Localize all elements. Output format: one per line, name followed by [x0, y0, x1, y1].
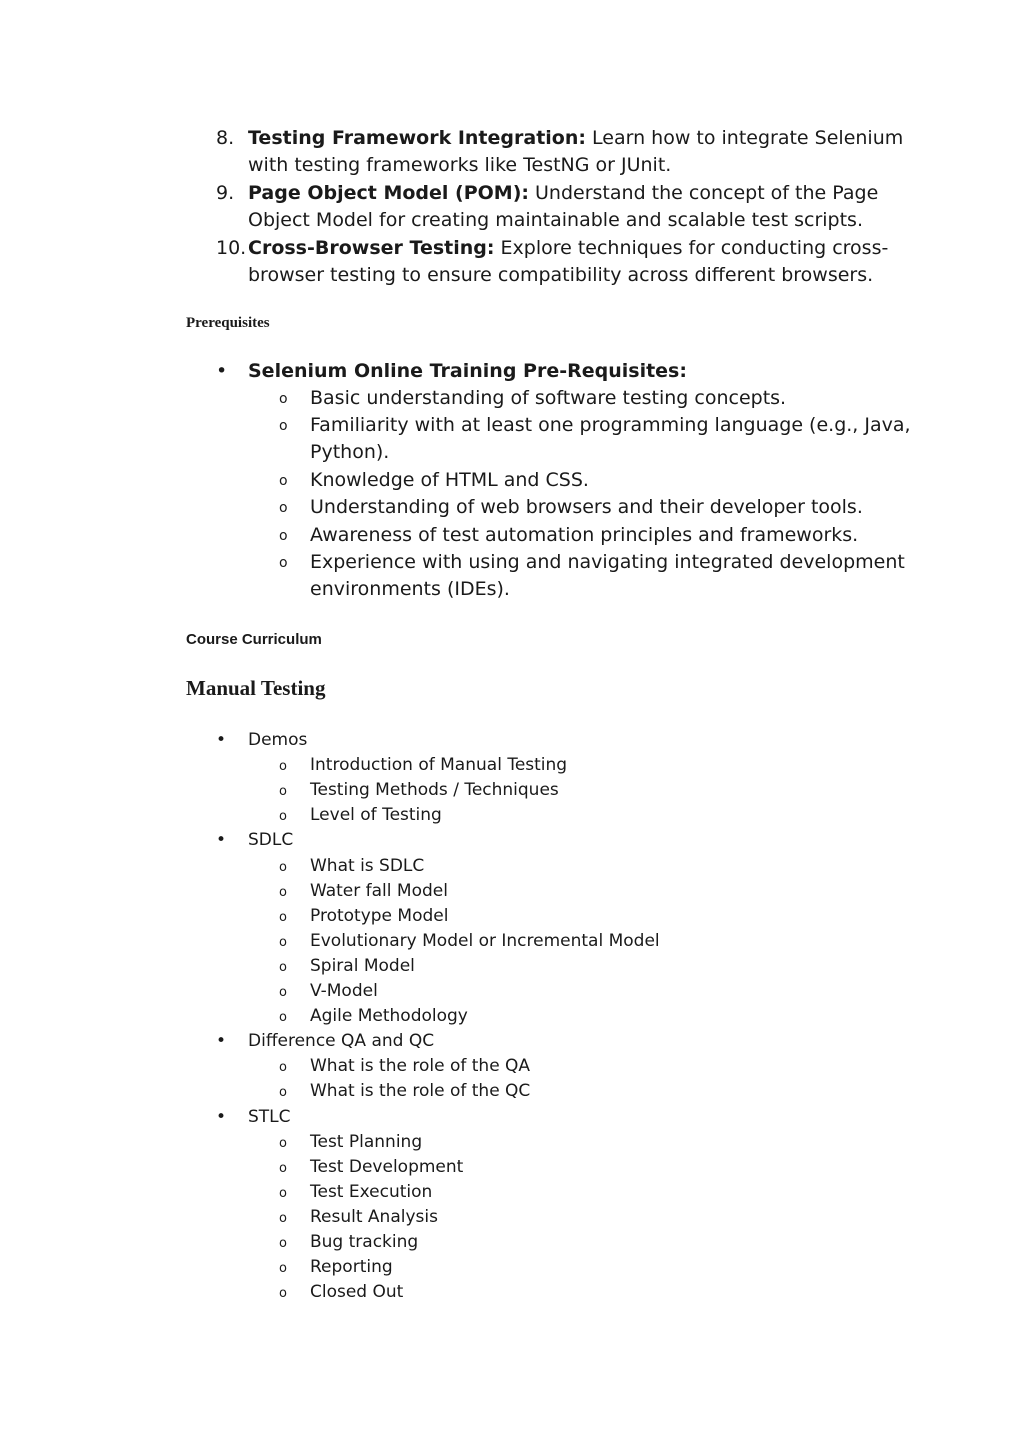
sub-bullet-symbol: o	[279, 473, 288, 489]
sub-bullet-symbol: o	[279, 1261, 287, 1277]
prerequisite-line: Basic understanding of software testing concepts.	[310, 387, 787, 409]
prerequisite-line: Awareness of test automation principles and frameworks.	[310, 524, 859, 546]
sub-bullet-symbol: o	[279, 500, 288, 516]
item-line-2: browser testing to ensure compatibility across different browsers.	[248, 264, 874, 286]
item-description: Understand the concept of the Page	[528, 182, 879, 204]
item-line-1	[248, 235, 888, 262]
item-line-1	[248, 125, 904, 152]
item-line-2: with testing frameworks like TestNG or JUnit.	[248, 154, 672, 176]
sub-bullet-symbol: o	[279, 1135, 287, 1151]
curriculum-topic: V-Model	[310, 981, 378, 1001]
sub-bullet-symbol: o	[279, 555, 288, 571]
sub-bullet-symbol: o	[279, 809, 287, 825]
sub-bullet-symbol: o	[279, 784, 287, 800]
curriculum-topic: What is the role of the QC	[310, 1081, 531, 1102]
sub-bullet-symbol: o	[279, 859, 287, 875]
curriculum-topic: Spiral Model	[310, 955, 415, 976]
item-line-1	[248, 180, 888, 207]
sub-bullet-symbol: o	[279, 1185, 287, 1201]
item-title: Page Object Model (POM):	[248, 182, 529, 204]
sub-bullet-symbol: o	[279, 528, 288, 544]
curriculum-topic: Introduction of Manual Testing	[310, 755, 568, 776]
curriculum-topic: Test Planning	[310, 1131, 423, 1152]
item-description: Learn how to integrate Selenium	[585, 127, 904, 149]
prerequisite-line: Knowledge of HTML and CSS.	[310, 469, 589, 491]
prerequisite-line: environments (IDEs).	[310, 578, 510, 600]
sub-bullet-symbol: o	[279, 1160, 287, 1176]
curriculum-group-label: Difference QA and QC	[248, 1031, 435, 1052]
sub-bullet-symbol: o	[279, 1210, 287, 1226]
bullet-symbol: •	[216, 830, 227, 851]
sub-bullet-symbol: o	[279, 934, 287, 950]
curriculum-topic: Water fall Model	[310, 880, 448, 901]
prerequisite-line: Experience with using and navigating integrated development	[310, 551, 905, 573]
curriculum-topic: Prototype Model	[310, 905, 449, 926]
item-title: Cross-Browser Testing:	[248, 237, 495, 259]
sub-bullet-symbol: o	[279, 1085, 287, 1101]
curriculum-topic: What is the role of the QA	[310, 1056, 531, 1077]
sub-bullet-symbol: o	[279, 959, 287, 975]
curriculum-topic: Level of Testing	[310, 805, 442, 826]
curriculum-group-label: Demos	[248, 730, 308, 750]
bullet-symbol: •	[216, 1106, 227, 1127]
sub-bullet-symbol: o	[279, 1010, 287, 1026]
manual-testing-heading: Manual Testing	[186, 676, 326, 700]
curriculum-topic: What is SDLC	[310, 855, 425, 876]
curriculum-topic: Agile Methodology	[310, 1006, 468, 1027]
sub-bullet-symbol: o	[279, 391, 288, 407]
prerequisite-line: Understanding of web browsers and their developer tools.	[310, 496, 863, 518]
bullet-symbol: •	[216, 730, 227, 750]
item-number: 9.	[216, 182, 235, 204]
curriculum-topic: Reporting	[310, 1257, 393, 1278]
curriculum-group-label: STLC	[248, 1106, 291, 1127]
curriculum-topic: Evolutionary Model or Incremental Model	[310, 930, 660, 951]
curriculum-topic: Test Development	[310, 1156, 464, 1177]
sub-bullet-symbol: o	[279, 1286, 287, 1302]
curriculum-topic: Testing Methods / Techniques	[310, 780, 559, 801]
bullet-symbol: •	[216, 360, 228, 382]
curriculum-topic: Result Analysis	[310, 1206, 438, 1227]
item-number: 10.	[216, 237, 247, 259]
prerequisite-line: Familiarity with at least one programming language (e.g., Java,	[310, 414, 911, 436]
item-line-2: Object Model for creating maintainable and scalable test scripts.	[248, 209, 863, 231]
item-title: Testing Framework Integration:	[248, 127, 586, 149]
curriculum-topic: Test Execution	[310, 1181, 433, 1202]
sub-bullet-symbol: o	[279, 884, 287, 900]
bullet-symbol: •	[216, 1031, 227, 1052]
curriculum-topic: Closed Out	[310, 1282, 404, 1303]
prerequisites-heading: Prerequisites	[186, 315, 270, 331]
sub-bullet-symbol: o	[279, 985, 287, 1000]
prerequisite-line: Python).	[310, 441, 390, 463]
sub-bullet-symbol: o	[279, 909, 287, 925]
curriculum-group-label: SDLC	[248, 830, 294, 851]
sub-bullet-symbol: o	[279, 1060, 287, 1076]
curriculum-heading: Course Curriculum	[186, 631, 322, 648]
curriculum-topic: Bug tracking	[310, 1232, 419, 1252]
prerequisites-main-item: Selenium Online Training Pre-Requisites:	[248, 360, 687, 382]
item-description: Explore techniques for conducting cross-	[494, 237, 889, 259]
sub-bullet-symbol: o	[279, 759, 287, 775]
sub-bullet-symbol: o	[279, 1236, 287, 1251]
sub-bullet-symbol: o	[279, 418, 288, 434]
item-number: 8.	[216, 127, 235, 149]
